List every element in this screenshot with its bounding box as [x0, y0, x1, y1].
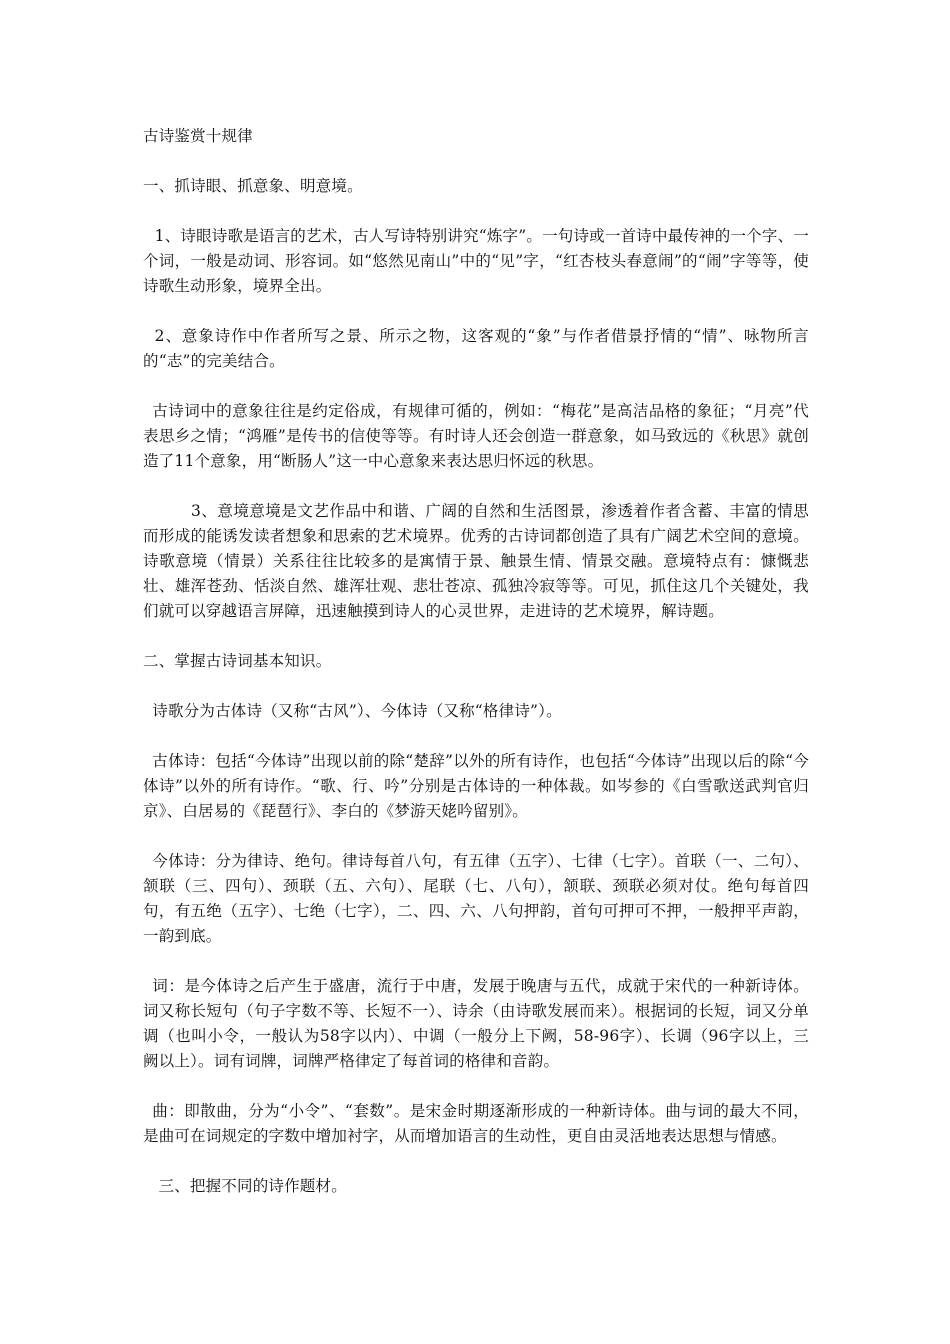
section-2-paragraph-modern-style: 今体诗：分为律诗、绝句。律诗每首八句，有五律（五字）、七律（七字）。首联（一、二句）、颔联（三、四句）、颈联（五、六句）、尾联（七、八句），颔联、颈联必须对仗。绝句每首四句，有五绝（五字）、七绝（七字），二、四、六、八句押韵，首句可押可不押，一般押平声韵，一韵到底。 [143, 852, 809, 945]
section-2-paragraph-ci: 词：是今体诗之后产生于盛唐，流行于中唐，发展于晚唐与五代，成就于宋代的一种新诗体。词又称长短句（句子字数不等、长短不一）、诗余（由诗歌发展而来）。根据词的长短，词又分单调（也叫小令，一般认为58字以内）、中调（一般分上下阙，58-96字）、长调（96字以上，三阙以上）。词有词牌，词牌严格律定了每首词的格律和音韵。 [143, 977, 809, 1070]
section-2-paragraph-poetry-types: 诗歌分为古体诗（又称“古风”）、今体诗（又称“格律诗”）。 [152, 702, 562, 720]
document-title: 古诗鉴赏十规律 [143, 127, 253, 145]
section-3-heading: 三、把握不同的诗作题材。 [158, 1177, 347, 1195]
section-2-paragraph-qu: 曲：即散曲，分为“小令”、“套数”。是宋金时期逐渐形成的一种新诗体。曲与词的最大不同，是曲可在词规定的字数中增加衬字，从而增加语言的生动性，更自由灵活地表达思想与情感。 [143, 1102, 809, 1145]
section-2-heading: 二、掌握古诗词基本知识。 [143, 652, 332, 670]
section-2-paragraph-ancient-style: 古体诗：包括“今体诗”出现以前的除“楚辞”以外的所有诗作，也包括“今体诗”出现以后的除“今体诗”以外的所有诗作。“歌、行、吟”分别是古体诗的一种体裁。如岑参的《白雪歌送武判官归京》、白居易的《琵琶行》、李白的《梦游天姥吟留别》。 [143, 752, 809, 820]
section-1-paragraph-artistic-conception: 3、意境意境是文艺作品中和谐、广阔的自然和生活图景，渗透着作者含蓄、丰富的情思而形成的能诱发读者想象和思索的艺术境界。优秀的古诗词都创造了具有广阔艺术空间的意境。诗歌意境（情景）关系往往比较多的是寓情于景、触景生情、情景交融。意境特点有：慷慨悲壮、雄浑苍劲、恬淡自然、雄浑壮观、悲壮苍凉、孤独冷寂等等。可见，抓住这几个关键处，我们就可以穿越语言屏障，迅速触摸到诗人的心灵世界，走进诗的艺术境界，解诗题。 [143, 502, 809, 620]
section-1-paragraph-imagery-examples: 古诗词中的意象往往是约定俗成，有规律可循的，例如：“梅花”是高洁品格的象征；“月亮”代表思乡之情；“鸿雁”是传书的信使等等。有时诗人还会创造一群意象，如马致远的《秋思》就创造了11个意象，用“断肠人”这一中心意象来表达思归怀远的秋思。 [143, 402, 809, 470]
document-body [143, 124, 809, 1224]
section-1-heading: 一、抓诗眼、抓意象、明意境。 [143, 177, 363, 195]
section-1-paragraph-imagery: 2、意象诗作中作者所写之景、所示之物，这客观的“象”与作者借景抒情的“情”、咏物所言的“志”的完美结合。 [143, 327, 809, 370]
section-1-paragraph-poetic-eye: 1、诗眼诗歌是语言的艺术，古人写诗特别讲究“炼字”。一句诗或一首诗中最传神的一个字、一个词，一般是动词、形容词。如“悠然见南山”中的“见”字，“红杏枝头春意闹”的“闹”字等等，使诗歌生动形象，境界全出。 [143, 227, 809, 295]
